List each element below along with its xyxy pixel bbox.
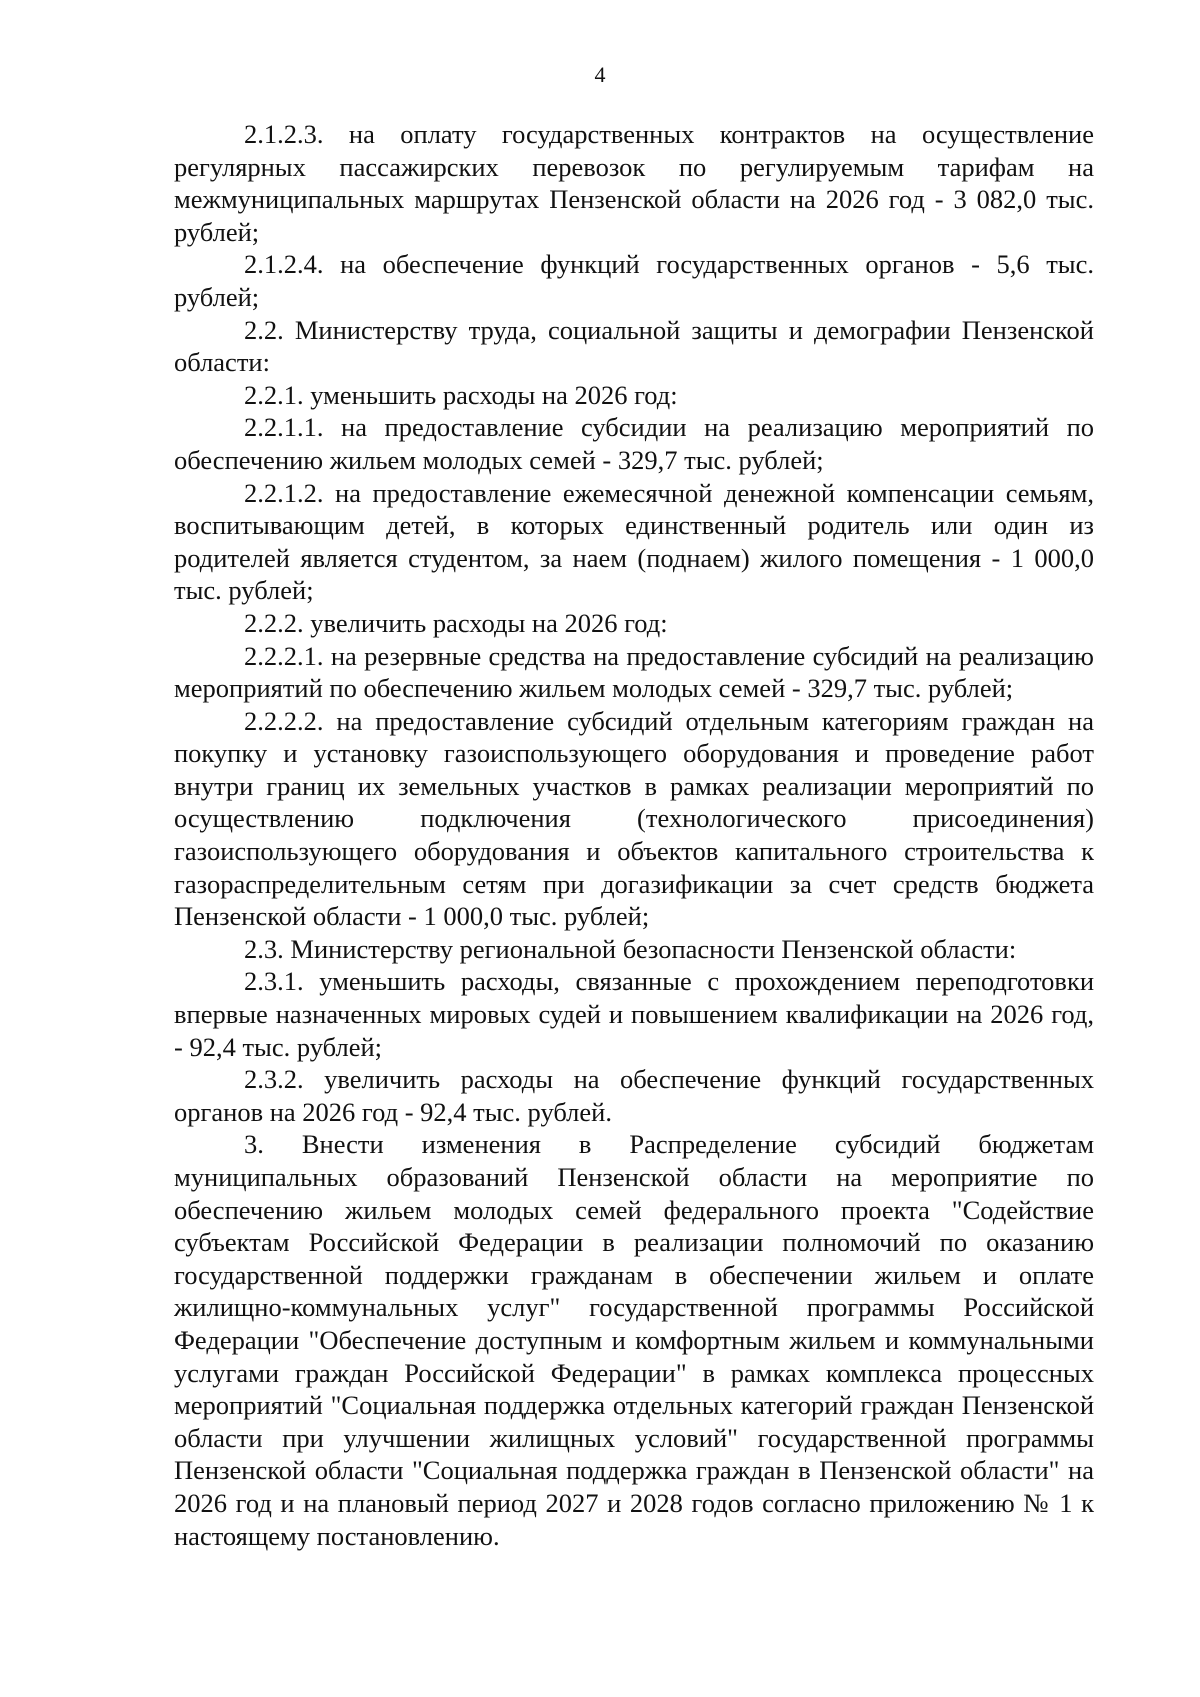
paragraph-2-1-2-4: 2.1.2.4. на обеспечение функций государственных органов - 5,6 тыс. рублей; [174, 249, 1094, 312]
paragraph-2-2-2-2: 2.2.2.2. на предоставление субсидий отдельным категориям граждан на покупку и установку газоиспользующего оборудования и проведение работ внутри границ их земельных участков в рамках реализации мероприятий по осуществлению подключения (технологического присоединения) газоиспользующего оборудования и объектов капитального строительства к газораспределительным сетям при догазификации за счет средств бюджета Пензенской области - 1 000,0 тыс. рублей; [174, 705, 1094, 932]
paragraph-2-2-2-1: 2.2.2.1. на резервные средства на предоставление субсидий на реализацию мероприятий по обеспечению жильем молодых семей - 329,7 тыс. рублей; [174, 640, 1094, 704]
paragraph-2-2-2: 2.2.2. увеличить расходы на 2026 год: [244, 607, 668, 638]
paragraph-2-2: 2.2. Министерству труда, социальной защиты и демографии Пензенской области: [174, 314, 1094, 378]
paragraph-2-1-2-3: 2.1.2.3. на оплату государственных контрактов на осуществление регулярных пассажирских перевозок по регулируемым тарифам на межмуниципальных маршрутах Пензенской области на 2026 год - 3 082,0 тыс. рублей; [174, 119, 1094, 247]
paragraph-2-3-1: 2.3.1. уменьшить расходы, связанные с прохождением переподготовки впервые назначенных мировых судей и повышением квалификации на 2026 год, - 92,4 тыс. рублей; [174, 966, 1094, 1062]
document-body [174, 118, 1094, 1552]
paragraph-2-2-1-1: 2.2.1.1. на предоставление субсидии на реализацию мероприятий по обеспечению жильем молодых семей - 329,7 тыс. рублей; [174, 412, 1094, 475]
paragraph-2-3: 2.3. Министерству региональной безопасности Пензенской области: [244, 933, 1017, 964]
paragraph-3: 3. Внести изменения в Распределение субсидий бюджетам муниципальных образований Пензенской области на мероприятие по обеспечению жильем молодых семей федерального проекта "Содействие субъектам Российской Федерации в реализации полномочий по оказанию государственной поддержки гражданам в обеспечении жильем и оплате жилищно-коммунальных услуг" государственной программы Российской Федерации "Обеспечение доступным и комфортным жильем и коммунальными услугами граждан Российской Федерации" в рамках комплекса процессных мероприятий "Социальная поддержка отдельных категорий граждан Пензенской области при улучшении жилищных условий" государственной программы Пензенской области "Социальная поддержка граждан в Пензенской области" на 2026 год и на плановый период 2027 и 2028 годов согласно приложению № 1 к настоящему постановлению. [174, 1129, 1094, 1551]
paragraph-2-2-1: 2.2.1. уменьшить расходы на 2026 год: [244, 379, 678, 410]
paragraph-2-2-1-2: 2.2.1.2. на предоставление ежемесячной денежной компенсации семьям, воспитывающим детей, в которых единственный родитель или один из родителей является студентом, за наем (поднаем) жилого помещения - 1 000,0 тыс. рублей; [174, 477, 1094, 606]
paragraph-2-3-2: 2.3.2. увеличить расходы на обеспечение функций государственных органов на 2026 год - 92,4 тыс. рублей. [174, 1064, 1094, 1127]
page-number: 4 [594, 62, 606, 87]
